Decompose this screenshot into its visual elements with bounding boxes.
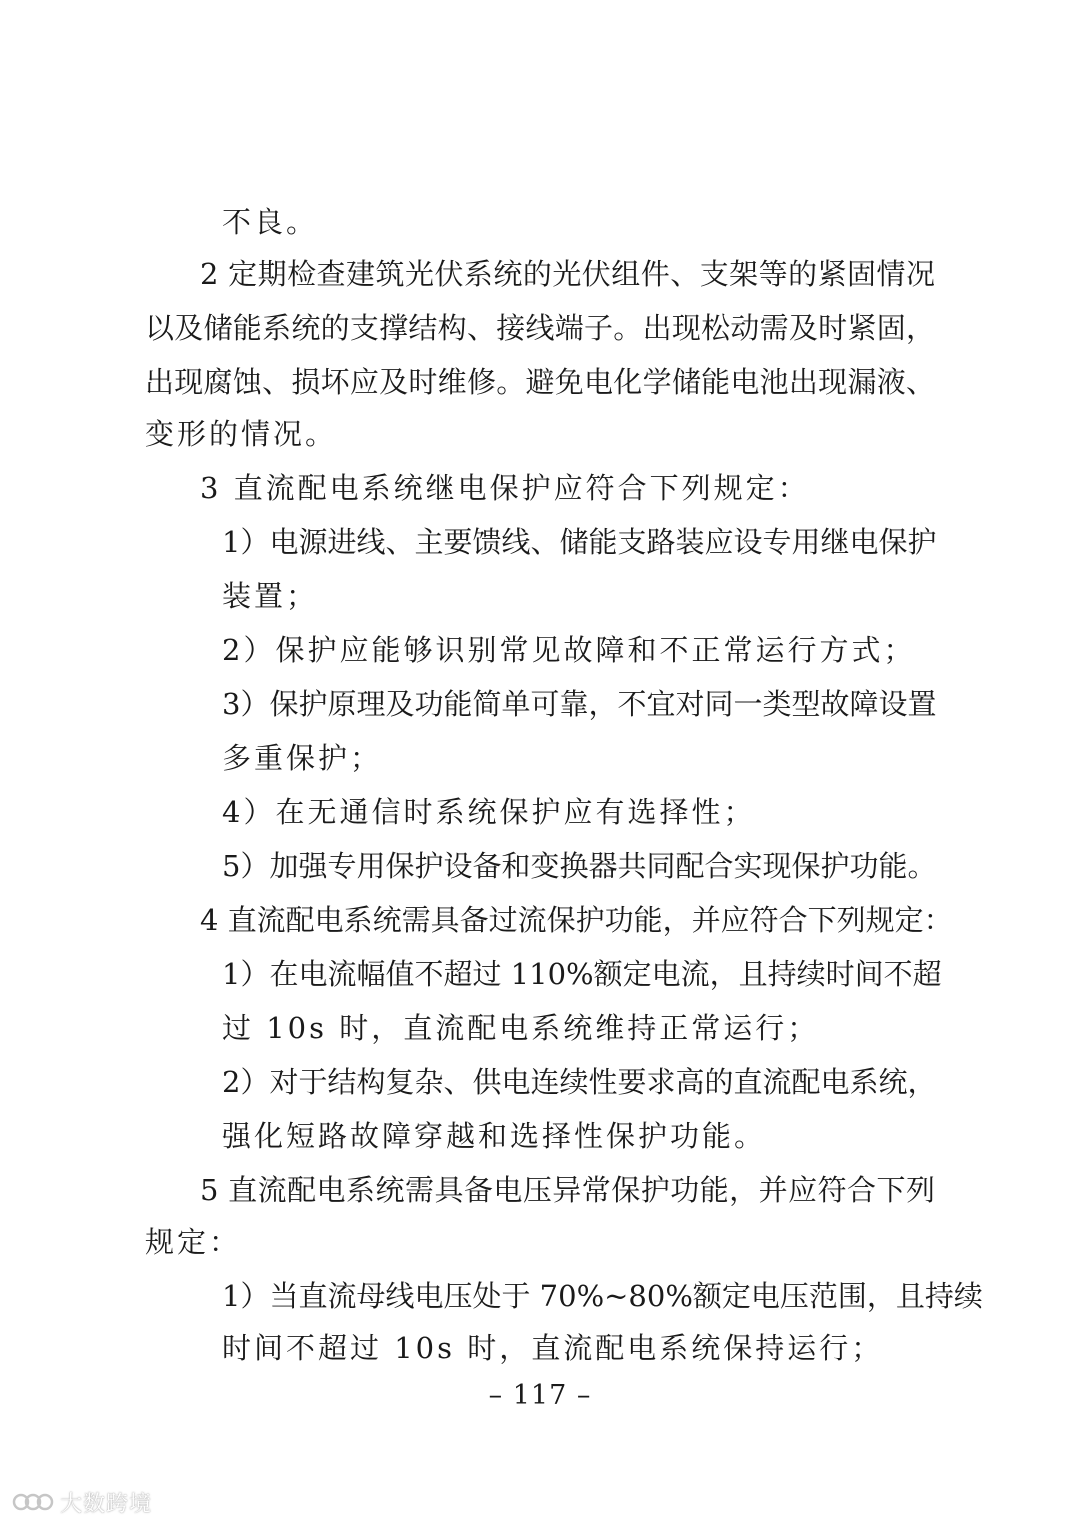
text-line: 装置； [222,579,319,613]
text-line: 强化短路故障穿越和选择性保护功能。 [222,1119,767,1153]
text-line: 规定： [145,1225,242,1259]
text-line: 2）保护应能够识别常见故障和不正常运行方式； [222,633,916,667]
watermark-text: 大数跨境 [60,1491,153,1517]
text-line: 5）加强专用保护设备和变换器共同配合实现保护功能。 [222,849,937,883]
text-line: 时间不超过 10s 时，直流配电系统保持运行； [222,1331,884,1365]
text-line: 以及储能系统的支撑结构、接线端子。出现松动需及时紧固， [145,311,935,345]
text-line: 2 定期检查建筑光伏系统的光伏组件、支架等的紧固情况 [200,257,935,291]
text-line: 4 直流配电系统需具备过流保护功能，并应符合下列规定： [200,903,953,937]
text-line: 3 直流配电系统继电保护应符合下列规定： [200,471,810,505]
text-line: 1）当直流母线电压处于 70%~80%额定电压范围，且持续 [222,1279,983,1313]
text-line: 2）对于结构复杂、供电连续性要求高的直流配电系统， [222,1065,937,1099]
watermark [12,1487,152,1517]
text-line: 4）在无通信时系统保护应有选择性； [222,795,756,829]
text-line: 变形的情况。 [145,417,338,451]
text-line: 不良。 [222,205,319,239]
watermark-logo-icon [12,1489,54,1515]
text-line: 过 10s 时，直流配电系统维持正常运行； [222,1011,820,1045]
text-line: 5 直流配电系统需具备电压异常保护功能，并应符合下列 [200,1173,935,1207]
text-line: 出现腐蚀、损坏应及时维修。避免电化学储能电池出现漏液、 [145,365,935,399]
text-line: 多重保护； [222,741,383,775]
text-line: 1）在电流幅值不超过 110%额定电流，且持续时间不超 [222,957,942,991]
page-number: – 117 – [488,1380,592,1411]
text-line: 1）电源进线、主要馈线、储能支路装应设专用继电保护 [222,525,937,559]
text-line: 3）保护原理及功能简单可靠，不宜对同一类型故障设置 [222,687,937,721]
